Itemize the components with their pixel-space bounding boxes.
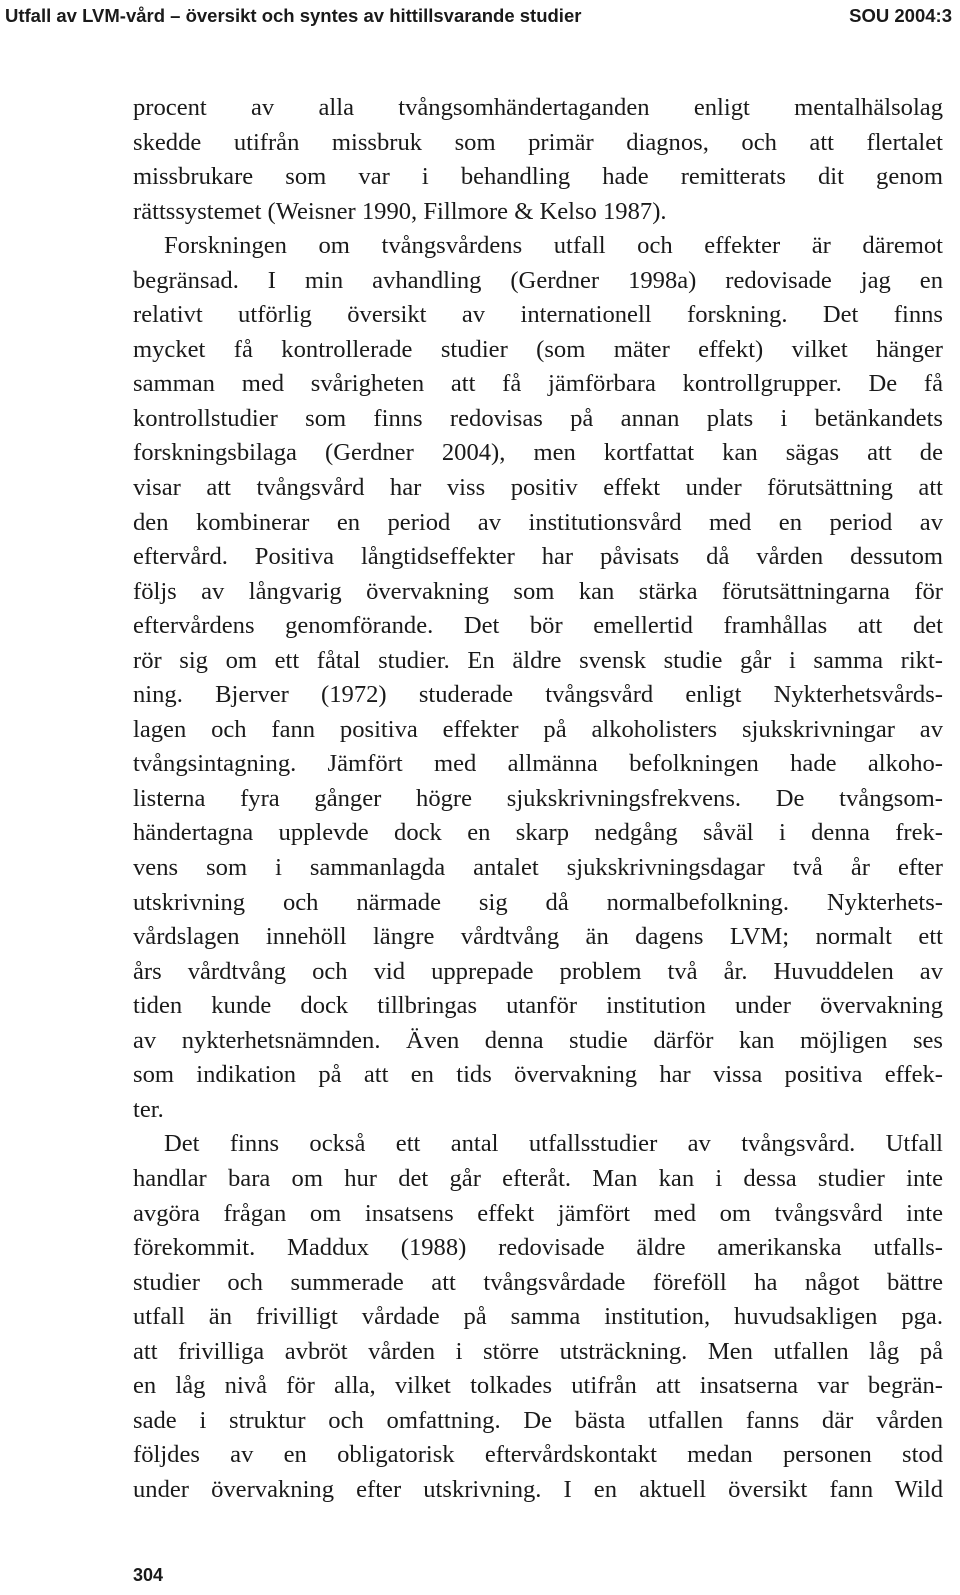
- body-text: [133, 91, 943, 1507]
- text-line: mycket få kontrollerade studier (som mäter effekt) vilket hänger: [133, 335, 943, 363]
- text-line: Forskningen om tvångsvårdens utfall och effekter är däremot: [164, 232, 943, 260]
- text-line: vårdslagen innehöll längre vårdtvång än dagens LVM; normalt ett: [133, 923, 943, 951]
- text-line: missbrukare som var i behandling hade remitterats dit genom: [133, 163, 943, 191]
- text-line: rör sig om ett fåtal studier. En äldre svensk studie går i samma rikt-: [133, 646, 943, 674]
- text-line: ter.: [133, 1095, 164, 1123]
- running-header-title: Utfall av LVM-vård – översikt och syntes av hittillsvarande studier: [5, 5, 582, 26]
- text-line: en låg nivå för alla, vilket tolkades utifrån att insatserna var begrän-: [133, 1372, 943, 1400]
- text-line: av nykterhetsnämnden. Även denna studie därför kan möjligen ses: [133, 1026, 943, 1054]
- text-line: vens som i sammanlagda antalet sjukskrivningsdagar två år efter: [133, 854, 943, 882]
- text-line: rättssystemet (Weisner 1990, Fillmore & Kelso 1987).: [133, 197, 667, 225]
- text-line: eftervårdens genomförande. Det bör emellertid framhållas att det: [133, 612, 943, 640]
- text-line: samman med svårigheten att få jämförbara kontrollgrupper. De få: [133, 370, 943, 398]
- text-line: följdes av en obligatorisk eftervårdskontakt medan personen stod: [133, 1441, 943, 1469]
- text-line: tvångsintagning. Jämfört med allmänna befolkningen hade alkoho-: [133, 750, 943, 778]
- text-line: att frivilliga avbröt vården i större utsträckning. Men utfallen låg på: [133, 1337, 943, 1365]
- text-line: procent av alla tvångsomhändertaganden enligt mentalhälsolag: [133, 94, 943, 121]
- text-line: avgöra frågan om insatsens effekt jämfört med om tvångsvård inte: [133, 1199, 943, 1227]
- text-line: handlar bara om hur det går efteråt. Man kan i dessa studier inte: [133, 1164, 943, 1192]
- text-line: sade i struktur och omfattning. De bästa utfallen fanns där vården: [133, 1406, 943, 1434]
- text-line: under övervakning efter utskrivning. I en aktuell översikt fann Wild: [133, 1475, 943, 1503]
- text-line: ning. Bjerver (1972) studerade tvångsvård enligt Nykterhetsvårds-: [133, 681, 943, 709]
- paragraph: [133, 1127, 943, 1507]
- paragraph: [133, 229, 943, 1127]
- text-line: begränsad. I min avhandling (Gerdner 1998a) redovisade jag en: [133, 266, 943, 294]
- text-line: skedde utifrån missbruk som primär diagnos, och att flertalet: [133, 128, 943, 156]
- text-line: som indikation på att en tids övervakning har vissa positiva effek-: [133, 1061, 943, 1089]
- text-line: händertagna upplevde dock en skarp nedgång såväl i denna frek-: [133, 819, 943, 847]
- text-line: års vårdtvång och vid upprepade problem två år. Huvuddelen av: [133, 957, 943, 985]
- paragraph: [133, 91, 943, 229]
- text-line: listerna fyra gånger högre sjukskrivningsfrekvens. De tvångsom-: [133, 784, 943, 812]
- text-line: förekommit. Maddux (1988) redovisade äldre amerikanska utfalls-: [133, 1234, 943, 1262]
- text-line: visar att tvångsvård har viss positiv effekt under förutsättning att: [133, 474, 943, 502]
- text-line: studier och summerade att tvångsvårdade föreföll ha något bättre: [133, 1268, 943, 1296]
- text-line: den kombinerar en period av institutionsvård med en period av: [133, 508, 943, 536]
- text-line: forskningsbilaga (Gerdner 2004), men kortfattat kan sägas att de: [133, 439, 943, 467]
- page-number: 304: [133, 1565, 164, 1585]
- running-header-report-id: SOU 2004:3: [849, 5, 952, 26]
- text-line: följs av långvarig övervakning som kan stärka förutsättningarna för: [133, 577, 943, 605]
- text-line: utfall än frivilligt vårdade på samma institution, huvudsakligen pga.: [133, 1303, 943, 1331]
- text-line: Det finns också ett antal utfallsstudier av tvångsvård. Utfall: [164, 1130, 943, 1158]
- text-line: relativt utförlig översikt av internationell forskning. Det finns: [133, 301, 943, 329]
- text-line: eftervård. Positiva långtidseffekter har påvisats då vården dessutom: [133, 543, 943, 571]
- text-line: utskrivning och närmade sig då normalbefolkning. Nykterhets-: [133, 888, 943, 916]
- text-line: lagen och fann positiva effekter på alkoholisters sjukskrivningar av: [133, 715, 943, 743]
- text-line: kontrollstudier som finns redovisas på annan plats i betänkandets: [133, 404, 943, 432]
- text-line: tiden kunde dock tillbringas utanför institution under övervakning: [133, 992, 943, 1020]
